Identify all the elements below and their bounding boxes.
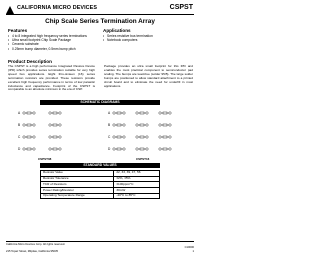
bump — [159, 112, 161, 114]
resistor-symbol — [27, 136, 31, 138]
standard-values-table — [40, 170, 160, 199]
bump — [113, 148, 115, 150]
bump — [59, 112, 61, 114]
feature-item: • 0.25mm bump diameter, 0.5mm bump pitch — [8, 47, 92, 51]
resistor-symbol — [27, 112, 31, 114]
company-logo — [6, 6, 14, 14]
bump — [59, 148, 61, 150]
bump — [113, 112, 115, 114]
bump — [169, 112, 171, 114]
bump — [136, 112, 138, 114]
footer-company: California Micro Devices Corp. All rights reserved. — [6, 243, 66, 246]
bump — [113, 124, 115, 126]
row-label: B — [18, 123, 21, 128]
bump — [33, 148, 35, 150]
applications-list — [103, 34, 193, 42]
bump — [123, 136, 125, 138]
schematic-left-label: CSPST08 — [38, 157, 52, 161]
table-cell: TCR of Resistors — [41, 182, 114, 188]
footer-page-number: 1 — [192, 250, 194, 253]
resistor-symbol — [140, 148, 144, 150]
feature-item: • 4 to 8 integrated high frequency series terminations — [8, 34, 92, 38]
row-label: A — [108, 111, 111, 116]
bump — [159, 124, 161, 126]
bump — [136, 124, 138, 126]
row-label: A — [18, 111, 21, 116]
schematic-cspst08 — [18, 107, 78, 157]
bump — [59, 136, 61, 138]
company-name: CALIFORNIA MICRO DEVICES — [17, 5, 98, 11]
bump — [123, 124, 125, 126]
bump — [169, 148, 171, 150]
bump — [159, 136, 161, 138]
bump — [23, 124, 25, 126]
bump — [23, 112, 25, 114]
resistor-symbol — [117, 148, 121, 150]
standard-values-heading: STANDARD VALUES — [40, 163, 160, 168]
resistor-symbol — [140, 112, 144, 114]
bump — [23, 148, 25, 150]
row-label: D — [18, 147, 21, 152]
bump — [136, 148, 138, 150]
row-label: C — [108, 135, 111, 140]
schematic-heading: SCHEMATIC DIAGRAMS — [40, 100, 160, 105]
bump — [159, 148, 161, 150]
resistor-symbol — [140, 124, 144, 126]
resistor-symbol — [53, 112, 57, 114]
resistor-symbol — [117, 112, 121, 114]
resistor-symbol — [117, 124, 121, 126]
table-cell: Resistor Value — [41, 171, 114, 177]
bump — [123, 148, 125, 150]
footer-rule — [6, 241, 194, 242]
table-cell: ±2%, ±5% — [114, 176, 160, 182]
table-row — [41, 193, 160, 199]
resistor-symbol — [53, 136, 57, 138]
feature-item: • Ceramic substrate — [8, 42, 92, 46]
resistor-symbol — [27, 148, 31, 150]
schematic-right-label: CSPST16 — [136, 157, 150, 161]
resistor-symbol — [140, 136, 144, 138]
applications-heading: Applications — [103, 28, 131, 33]
features-list — [8, 34, 92, 51]
table-cell: Power Rating/Resistor — [41, 188, 114, 194]
header-rule — [6, 14, 194, 15]
bump — [59, 124, 61, 126]
features-heading: Features — [8, 28, 28, 33]
bump — [123, 112, 125, 114]
resistor-symbol — [163, 136, 167, 138]
feature-item: • Ultra small footprint Chip Scale Package — [8, 38, 92, 42]
table-cell: -40°C to 85°C — [114, 193, 160, 199]
resistor-symbol — [163, 148, 167, 150]
bump — [33, 124, 35, 126]
row-label: C — [18, 135, 21, 140]
resistor-symbol — [27, 124, 31, 126]
bump — [49, 124, 51, 126]
application-item: • Notebook computers — [103, 38, 193, 42]
resistor-symbol — [117, 136, 121, 138]
application-item: • Series resistive bus termination — [103, 34, 193, 38]
bump — [33, 136, 35, 138]
footer-address: 215 Topaz Street, Milpitas, California 95035 — [6, 250, 58, 253]
part-number: CSPST — [169, 4, 193, 11]
resistor-symbol — [53, 148, 57, 150]
bump — [146, 148, 148, 150]
table-cell: ±100ppm/°C — [114, 182, 160, 188]
bump — [23, 136, 25, 138]
row-label: D — [108, 147, 111, 152]
bump — [33, 112, 35, 114]
bump — [169, 124, 171, 126]
bump — [146, 136, 148, 138]
resistor-symbol — [163, 124, 167, 126]
bump — [113, 136, 115, 138]
bump — [49, 148, 51, 150]
page-title: Chip Scale Series Termination Array — [45, 18, 155, 25]
resistor-symbol — [53, 124, 57, 126]
table-cell: Operating Temperature Range — [41, 193, 114, 199]
bump — [169, 136, 171, 138]
row-label: B — [108, 123, 111, 128]
description-heading: Product Description — [8, 59, 52, 64]
schematic-cspst16 — [108, 107, 184, 157]
bump — [49, 112, 51, 114]
bump — [136, 136, 138, 138]
bump — [146, 124, 148, 126]
description-left: The CSPST is a high performance Integrated Passive Device (IPD) which provides series termination suitable for very high speed bus applications. Eight thru-sixteen (16) series termination resistors are provided. These resistors provide excellent high frequency performance in terms of low parasitic inductance and capacitance. Footprint of the CSPST is comparable to an absolute minimum in the era of CSP. — [8, 64, 95, 92]
table-cell: 30mW — [114, 188, 160, 194]
resistor-symbol — [163, 112, 167, 114]
table-cell: 22, 33, 39, 47, 56 — [114, 171, 160, 177]
table-cell: Resistor Tolerance — [41, 176, 114, 182]
bump — [49, 136, 51, 138]
footer-doc-number: C10000 — [184, 246, 194, 249]
description-right: Package provides an ultra small footprint for this IPD and enables the most practical component to semiconductor pad scaling. The bumps are lead-free (solder 95/5). The large solder bumps are positioned to allow standard attachment to a printed circuit board and to eliminate the need for underfill in most applications. — [104, 64, 193, 88]
bump — [146, 112, 148, 114]
